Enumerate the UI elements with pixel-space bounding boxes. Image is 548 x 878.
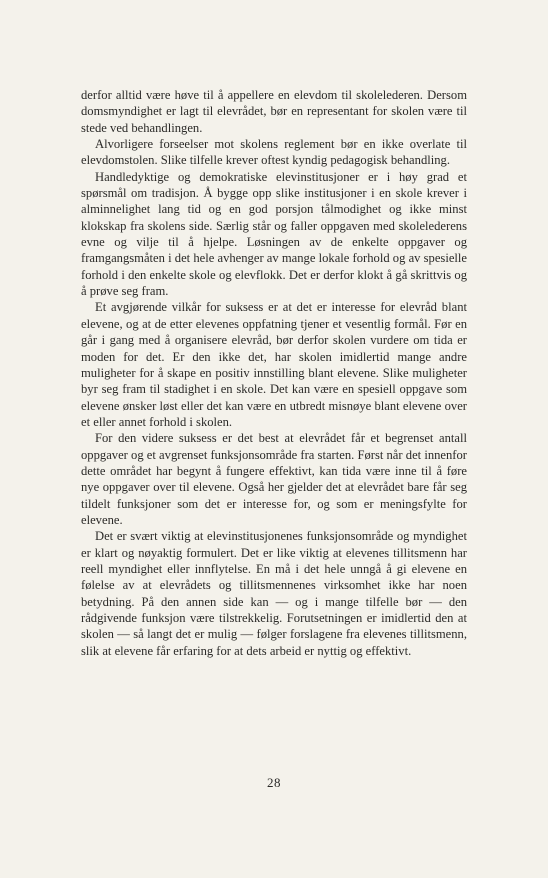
paragraph-4: Et avgjørende vilkår for suksess er at det er interesse for elevråd blant elevene, og at de etter elevenes oppfatning tjener et vesentlig formål. Før en går i gang med å organisere elevråd, bør derfor skolen vurdere om tida er moden for det. Er den ikke det, har skolen imidlertid mange andre muligheter for å skape en positiv innstilling blant elevene. Slike muligheter byr seg fram til stadighet i en skole. Det kan være en spesiell oppgave som elevene ønsker løst eller det kan være en utbredt misnøye blant elevene over et eller annet forhold i skolen. <box>81 300 467 429</box>
paragraph-6: Det er svært viktig at elevinstitusjonenes funksjonsområde og myndighet er klart og nøyaktig formulert. Det er like viktig at elevenes tillitsmenn har reell myndighet eller innflytelse. En må i det hele unngå å gi elevene en følelse av at elevrådets og tillitsmennenes virksomhet ikke har noen betydning. På den annen side kan — og i mange tilfelle bør — den rådgivende funksjon være tilstrekkelig. Forutsetningen er imidlertid den at skolen — så langt det er mulig — følger forslagene fra elevenes tillitsmenn, slik at elevene får erfaring for at dets arbeid er nyttig og effektivt. <box>81 529 467 658</box>
paragraph-1: derfor alltid være høve til å appellere en elevdom til skolelederen. Dersom domsmyndighet er lagt til elevrådet, bør en representant for skolen være til stede ved behandlingen. <box>81 88 467 135</box>
paragraph-2: Alvorligere forseelser mot skolens reglement bør en ikke overlate til elevdomstolen. Slike tilfelle krever oftest kyndig pedagogisk behandling. <box>81 137 467 168</box>
paragraph-3: Handledyktige og demokratiske elevinstitusjoner er i høy grad et spørsmål om tradisjon. Å bygge opp slike institusjoner i en skole krever i alminnelighet lang tid og en god porsjon tålmodighet og ikke minst klokskap fra skolens side. Særlig står og faller oppgaven med skolelederens evne og vilje til å hjelpe. Løsningen av de enkelte oppgaver og framgangsmåten i det hele avhenger av mange lokale forhold og av spesielle forhold i den enkelte skole og elevflokk. Det er derfor klokt å gå skrittvis og å prøve seg fram. <box>81 169 467 299</box>
page-number: 28 <box>267 775 281 790</box>
body-text <box>81 87 467 659</box>
paragraph-5: For den videre suksess er det best at elevrådet får et begrenset antall oppgaver og et avgrenset funksjonsområde fra starten. Først når det innenfor dette området har begynt å fungere effektivt, kan tida være inne til å føre nye oppgaver over til elevene. Også her gjelder det at elevrådet bare får seg tildelt funksjoner som det er interesse for, og som er meningsfylte for elevene. <box>81 431 467 527</box>
